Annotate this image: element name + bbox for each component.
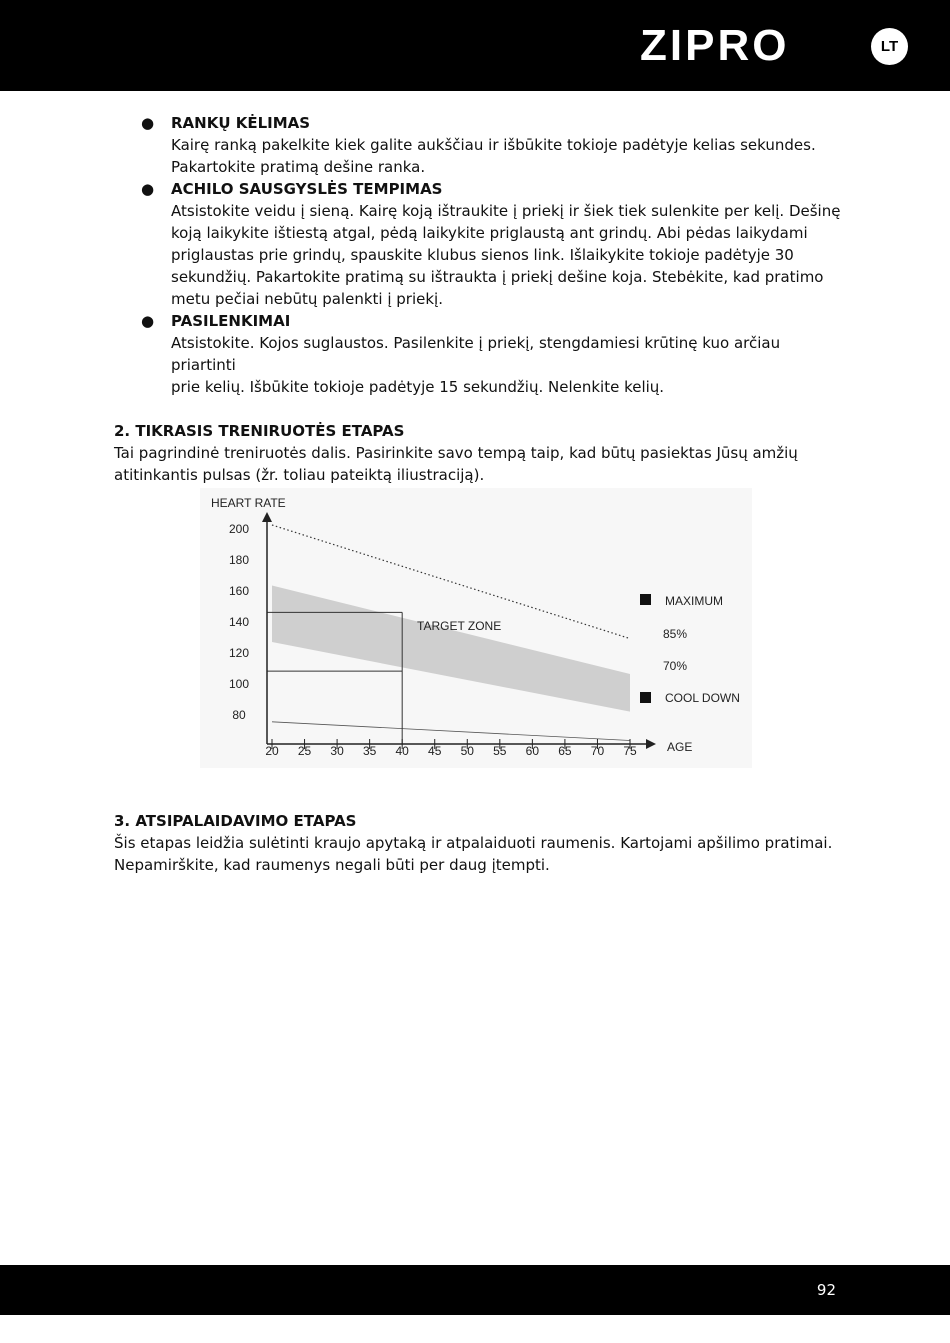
target-zone-label: TARGET ZONE [417, 619, 502, 633]
exercise-item-arm-raise [114, 112, 844, 178]
section-text: Nepamirškite, kad raumenys negali būti per daug įtempti. [114, 856, 550, 874]
x-tick-label: 50 [460, 744, 474, 758]
language-badge: LT [871, 28, 908, 65]
bullet-icon: ● [141, 114, 155, 132]
exercise-text: Kairę ranką pakelkite kiek galite aukščiau ir išbūkite tokioje padėtyje kelias sekundes. [171, 136, 816, 154]
bullet-icon: ● [141, 312, 155, 330]
x-tick-label: 25 [297, 744, 312, 758]
exercise-text: Pakartokite pratimą dešine ranka. [171, 158, 426, 176]
exercise-text: prie kelių. Išbūkite tokioje padėtyje 15 sekundžių. Nelenkite kelių. [171, 378, 665, 396]
exercise-text: priglaustas prie grindų, spauskite klubus sienos link. Išlaikykite tokioje padėtyje 30 [171, 246, 794, 264]
x-axis-label: AGE [667, 740, 693, 754]
section-text: atitinkantis pulsas (žr. toliau pateiktą iliustraciją). [114, 466, 485, 484]
bullet-icon: ● [141, 180, 155, 198]
main-content [114, 112, 844, 486]
legend-85: 85% [663, 627, 688, 641]
chart-svg [200, 488, 752, 768]
heart-rate-chart [200, 488, 752, 768]
exercise-list [114, 112, 844, 398]
cool-down-marker-icon [640, 692, 651, 703]
exercise-text: Atsistokite. Kojos suglaustos. Pasilenkite į priekį, stengdamiesi krūtinę kuo arčiau priartinti [171, 334, 781, 374]
exercise-title: RANKŲ KĖLIMAS [171, 114, 311, 132]
exercise-title: PASILENKIMAI [171, 312, 291, 330]
legend-maximum: MAXIMUM [665, 594, 723, 608]
section-title: 2. TIKRASIS TRENIRUOTĖS ETAPAS [114, 422, 405, 440]
x-tick-label: 55 [493, 744, 507, 758]
section-training [114, 420, 844, 486]
exercise-text: Atsistokite veidu į sieną. Kairę koją ištraukite į priekį ir šiek tiek sulenkite per kelį. Dešinę [171, 202, 841, 220]
exercise-item-achilles [114, 178, 844, 310]
y-axis-label: HEART RATE [211, 496, 286, 510]
x-tick-label: 65 [558, 744, 572, 758]
exercise-text: metu pečiai nebūtų palenkti į priekį. [171, 290, 443, 308]
x-tick-label: 70 [590, 744, 605, 758]
y-tick-label: 200 [228, 522, 250, 536]
exercise-text: koją laikykite ištiestą atgal, pėdą laikykite priglaustą ant grindų. Abi pėdas laikydami [171, 224, 808, 242]
exercise-item-forward-bend [114, 310, 844, 398]
x-tick-label: 35 [362, 744, 377, 758]
x-tick-label: 30 [330, 744, 344, 758]
exercise-title: ACHILO SAUSGYSLĖS TEMPIMAS [171, 180, 443, 198]
section-cooldown [114, 810, 844, 876]
y-tick-label: 140 [228, 615, 250, 629]
x-tick-label: 20 [265, 744, 279, 758]
section-text: Tai pagrindinė treniruotės dalis. Pasirinkite savo tempą taip, kad būtų pasiektas Jūsų amžių [114, 444, 798, 462]
y-tick-label: 100 [228, 677, 250, 691]
page-footer [0, 1265, 950, 1315]
x-tick-label: 60 [525, 744, 540, 758]
x-tick-label: 45 [428, 744, 442, 758]
legend-70: 70% [663, 659, 688, 673]
legend-cool-down: COOL DOWN [665, 691, 740, 705]
y-tick-label: 180 [228, 553, 250, 567]
maximum-marker-icon [640, 594, 651, 605]
x-tick-label: 75 [623, 744, 637, 758]
x-tick-label: 40 [395, 744, 409, 758]
page-number: 92 [816, 1281, 836, 1299]
y-tick-label: 80 [232, 708, 246, 722]
y-tick-label: 160 [228, 584, 250, 598]
y-tick-label: 120 [228, 646, 250, 660]
section-title: 3. ATSIPALAIDAVIMO ETAPAS [114, 812, 357, 830]
exercise-text: sekundžių. Pakartokite pratimą su ištraukta į priekį dešine koja. Stebėkite, kad pratimo [171, 268, 824, 286]
page-header [0, 0, 950, 91]
brand-logo: ZIPRO [640, 21, 790, 70]
section-text: Šis etapas leidžia sulėtinti kraujo apytaką ir atpalaiduoti raumenis. Kartojami apšilimo pratimai. [114, 834, 833, 852]
